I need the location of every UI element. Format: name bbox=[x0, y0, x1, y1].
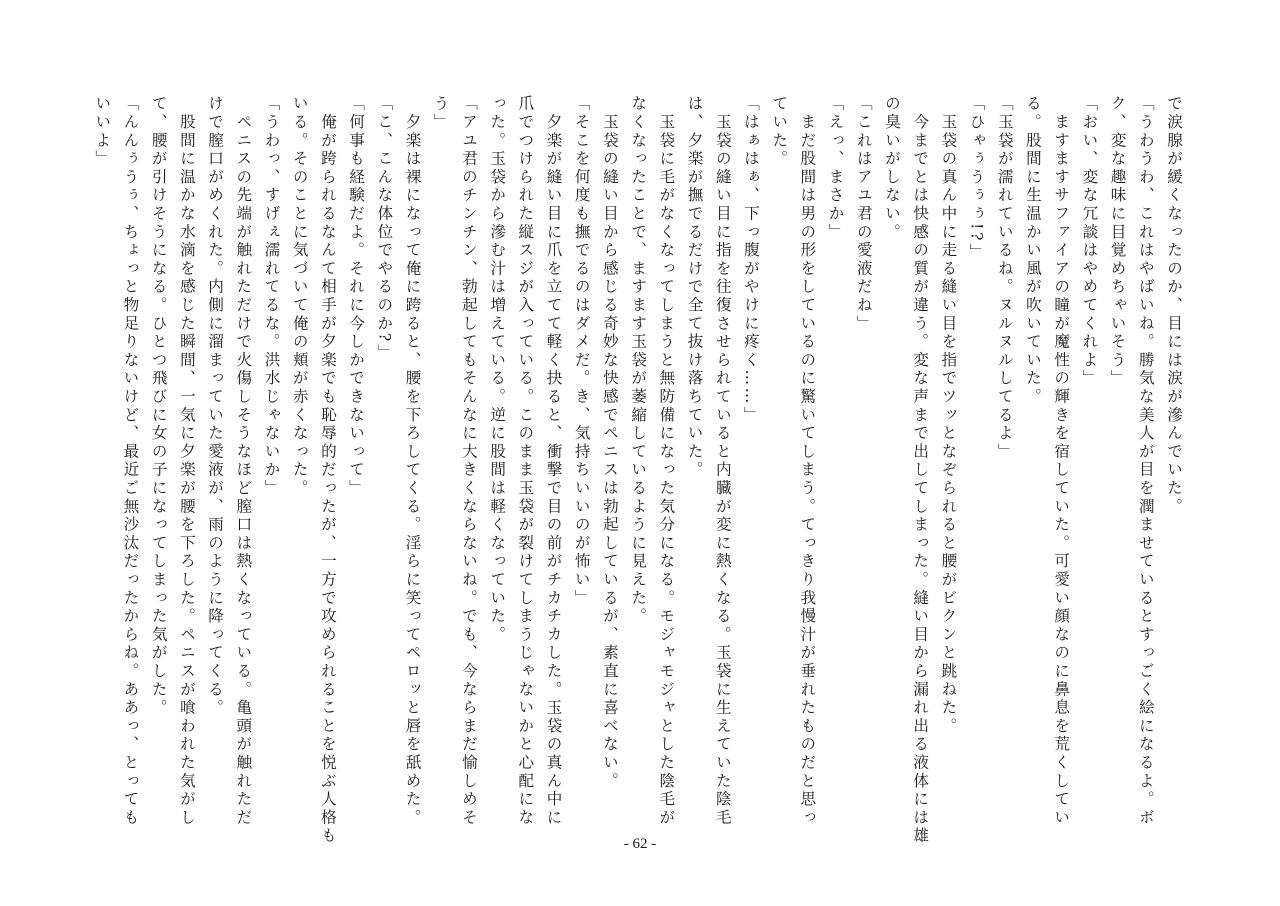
text-line: まだ股間は男の形をしているのに驚いてしまう。てっきり我慢汁が垂れたものだと思っ bbox=[798, 95, 817, 827]
text-line: けで膣口がめくれた。内側に溜まっていた愛液が、雨のように降ってくる。 bbox=[206, 95, 225, 718]
text-line: いいよ」 bbox=[93, 95, 112, 169]
text-line: は、夕楽が撫でるだけで全て抜け落ちていた。 bbox=[685, 95, 704, 480]
page-number: - 62 - bbox=[623, 836, 657, 852]
text-line: 玉袋の真ん中に走る縫い目を指でツッとなぞられると腰がビクンと跳ねた。 bbox=[939, 95, 958, 736]
text-line: 「うわうわ、これはやばいね。勝気な美人が目を潤ませているとすっごく絵になるよ。ボ bbox=[1136, 95, 1155, 827]
text-line: ますますサファイアの瞳が魔性の輝きを宿していた。可愛い顔なのに鼻息を荒くしてい bbox=[1052, 95, 1071, 827]
text-line: ていた。 bbox=[770, 95, 789, 169]
text-line: なくなったことで、ますます玉袋が萎縮しているように見えた。 bbox=[629, 95, 648, 626]
text-line: いる。そのことに気づいて俺の頬が赤くなった。 bbox=[290, 95, 309, 498]
text-line: 「えっ、まさか」 bbox=[826, 95, 845, 242]
text-line: 「うわっ、すげぇ濡れてるな。洪水じゃないか」 bbox=[262, 95, 281, 498]
text-line: る。股間に生温かい風が吹いていた。 bbox=[1023, 95, 1042, 407]
text-line: 「何事も経験だよ。それに今しかできないって」 bbox=[347, 95, 366, 498]
text-line: 夕楽が縫い目に爪を立てて軽く抉ると、衝撃で目の前がチカチカした。玉袋の真ん中に bbox=[544, 95, 563, 827]
text-line: の臭いがしない。 bbox=[882, 95, 901, 242]
text-line: 玉袋に毛がなくなってしまうと無防備になった気分になる。モジャモジャとした陰毛が bbox=[657, 95, 676, 827]
text-line: 「はぁはぁ、下っ腹がやけに疼く……」 bbox=[741, 95, 760, 425]
text-line: 「こ、こんな体位でやるのか?」 bbox=[375, 95, 394, 363]
text-line: 股間に温かな水滴を感じた瞬間、一気に夕楽が腰を下ろした。ペニスが喰われた気がし bbox=[177, 95, 196, 827]
text-line: て、腰が引けそうになる。ひとつ飛びに女の子になってしまった気がした。 bbox=[149, 95, 168, 718]
text-line: 玉袋の縫い目から感じる奇妙な快感でペニスは勃起しているが、素直に喜べない。 bbox=[600, 95, 619, 791]
text-line: 「ひゃぅうぅぅ!?」 bbox=[967, 95, 986, 262]
text-line: う」 bbox=[431, 95, 450, 132]
text-line: 「玉袋が濡れているね。ヌルヌルしてるよ」 bbox=[995, 95, 1014, 461]
text-line: 玉袋の縫い目に指を往復させられていると内臓が変に熱くなる。玉袋に生えていた陰毛 bbox=[713, 95, 732, 827]
text-line: 今までとは快感の質が違う。変な声まで出してしまった。縫い目から漏れ出る液体には雄 bbox=[911, 95, 930, 846]
text-line: 「おい、変な冗談はやめてくれよ」 bbox=[1080, 95, 1099, 388]
text-line: ク、変な趣味に目覚めちゃいそう」 bbox=[1108, 95, 1127, 388]
text-line: 「アユ君のチンチン、勃起してもそんなに大きくならないね。でも、今ならまだ愉しめそ bbox=[459, 95, 478, 827]
text-line: 爪でつけられた縦スジが入っている。このまま玉袋が裂けてしまうじゃないかと心配にな bbox=[516, 95, 535, 827]
text-line: 「そこを何度も撫でるのはダメだ。き、気持ちいいのが怖い」 bbox=[572, 95, 591, 608]
text-line: 夕楽は裸になって俺に跨ると、腰を下ろしてくる。淫らに笑ってペロッと唇を舐めた。 bbox=[403, 95, 422, 827]
text-line: 「んんぅうぅ、ちょっと物足りないけど、最近ご無沙汰だったからね。ああっ、とっても bbox=[121, 95, 140, 827]
text-line: 「これはアユ君の愛液だね」 bbox=[854, 95, 873, 333]
text-line: った。玉袋から滲む汁は増えている。逆に股間は軽くなっていた。 bbox=[488, 95, 507, 644]
text-line: 俺が跨られるなんて相手が夕楽でも恥辱的だったが、一方で攻められることを悦ぶ人格も bbox=[318, 95, 337, 846]
text-line: で涙腺が緩くなったのか、目には涙が滲んでいた。 bbox=[1165, 95, 1183, 516]
text-line: ペニスの先端が触れただけで火傷しそうなほど膣口は熱くなっている。亀頭が触れただ bbox=[234, 95, 253, 827]
